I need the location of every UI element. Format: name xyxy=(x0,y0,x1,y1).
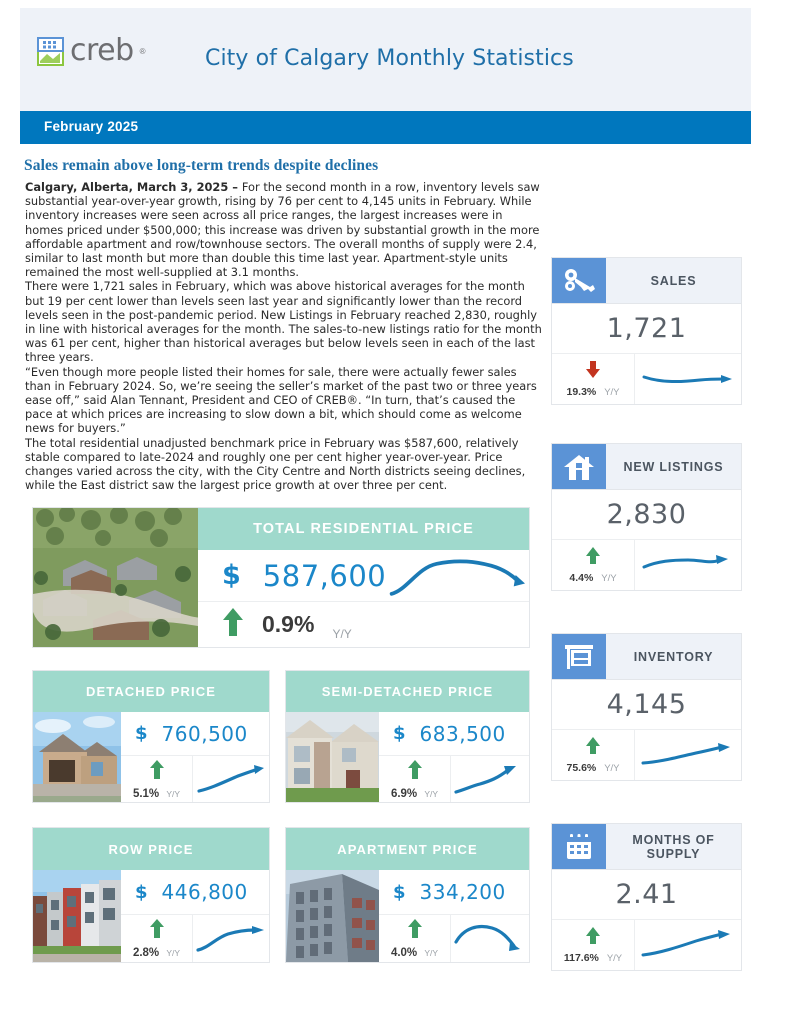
semi-detached-delta-value: 6.9% Y/Y xyxy=(390,787,439,800)
apartment-delta xyxy=(379,915,451,962)
house-icon xyxy=(552,444,606,489)
detached-yy-label: Y/Y xyxy=(166,788,181,799)
total-residential-header xyxy=(198,508,529,550)
page-title: City of Calgary Monthly Statistics xyxy=(205,46,574,71)
total-residential-trend-arrow-icon xyxy=(222,607,244,642)
total-residential-currency: $ xyxy=(222,560,241,591)
article-paragraph-2: There were 1,721 sales in February, which was above historical averages for the month but 19 per cent lower than levels seen last year and significantly lower than the record levels seen in the post-pandemic period. New Listings in February reached 2,830, roughly in line with historical averages for the month. The sales-to-new listings ratio for the month was 61 per cent, higher than historical averages but below levels seen in each of the last three years. xyxy=(25,279,542,365)
apartment-trend-arrow-icon xyxy=(407,918,423,944)
new-listings-sparkline xyxy=(635,540,741,590)
detached-sparkline xyxy=(193,756,269,802)
stat-card-sales xyxy=(551,257,742,405)
panel-row-price xyxy=(32,827,270,963)
new-listings-title: NEW LISTINGS xyxy=(623,459,724,474)
months-of-supply-delta xyxy=(552,920,635,970)
months-of-supply-title: MONTHS OF SUPPLY xyxy=(632,832,715,861)
detached-price-content xyxy=(121,712,269,802)
sales-delta xyxy=(552,354,635,404)
detached-delta-row xyxy=(121,756,269,802)
inventory-title: INVENTORY xyxy=(633,649,714,664)
semi-detached-price-currency: $ xyxy=(393,723,406,744)
row-price-currency: $ xyxy=(135,881,148,903)
detached-house-photo xyxy=(33,712,121,802)
new-listings-bottom xyxy=(552,540,741,590)
article-dateline: Calgary, Alberta, March 3, 2025 – xyxy=(25,180,242,194)
semi-detached-price-body xyxy=(286,712,529,802)
row-delta-value: 2.8% Y/Y xyxy=(132,947,181,959)
detached-price-title: DETACHED PRICE xyxy=(85,684,216,699)
detached-price-header xyxy=(33,671,269,712)
months-of-supply-trend-arrow-icon xyxy=(585,926,601,950)
apartment-delta-value: 4.0% Y/Y xyxy=(390,947,439,959)
row-delta xyxy=(121,915,193,962)
semi-detached-price-value: 683,500 xyxy=(419,721,506,746)
total-residential-delta-value: 0.9% xyxy=(262,611,315,637)
total-residential-title: TOTAL RESIDENTIAL PRICE xyxy=(253,521,474,537)
sales-bottom xyxy=(552,354,741,404)
months-of-supply-bottom xyxy=(552,920,741,970)
semi-detached-delta xyxy=(379,756,451,802)
month-banner-label: February 2025 xyxy=(44,119,139,134)
row-yy-label: Y/Y xyxy=(166,948,181,958)
row-price-title: ROW PRICE xyxy=(108,841,194,857)
calendar-icon xyxy=(552,824,606,869)
apartment-sparkline xyxy=(451,915,529,962)
semi-detached-price-title: SEMI-DETACHED PRICE xyxy=(321,684,494,699)
creb-logo-icon xyxy=(37,37,64,66)
apartment-price-body xyxy=(286,870,529,962)
article-paragraph-1 xyxy=(25,180,543,279)
inventory-delta xyxy=(552,730,635,780)
detached-price-body xyxy=(33,712,269,802)
row-price-content xyxy=(121,870,269,962)
stat-card-months-of-supply xyxy=(551,823,742,971)
row-price-header xyxy=(33,828,269,870)
stat-card-inventory xyxy=(551,633,742,781)
aerial-neighbourhood-photo xyxy=(33,508,198,647)
row-delta-row xyxy=(121,915,269,962)
semi-detached-house-photo xyxy=(286,712,379,802)
detached-price-row xyxy=(121,712,269,756)
inventory-yy-label: Y/Y xyxy=(604,763,620,775)
detached-delta xyxy=(121,756,193,802)
row-price-body xyxy=(33,870,269,962)
apartment-delta-row xyxy=(379,915,529,962)
inventory-trend-arrow-icon xyxy=(585,736,601,760)
apartment-yy-label: Y/Y xyxy=(424,948,439,958)
apartment-price-header xyxy=(286,828,529,870)
row-price-row xyxy=(121,870,269,915)
panel-semi-detached-price xyxy=(285,670,530,803)
stat-card-new-listings xyxy=(551,443,742,591)
new-listings-header xyxy=(552,444,741,490)
month-banner xyxy=(20,111,751,144)
creb-registered-mark: ® xyxy=(139,46,146,56)
total-residential-price-row xyxy=(198,550,529,602)
new-listings-yy-label: Y/Y xyxy=(601,573,617,585)
inventory-header xyxy=(552,634,741,680)
panel-detached-price xyxy=(32,670,270,803)
months-of-supply-delta-value: 117.6% Y/Y xyxy=(563,952,623,965)
detached-delta-value: 5.1% Y/Y xyxy=(132,787,181,800)
article-paragraph-3: “Even though more people listed their homes for sale, there were actually fewer sales than in February 2024. So, we’re seeing the seller’s market of the past two or three years ease off,” said Alan Tennant, President and CEO of CREB®. “In turn, that’s caused the pace at which prices are increasing to slow down a bit, which should come as welcome news for buyers.” xyxy=(25,364,537,436)
masthead xyxy=(20,8,751,111)
semi-detached-delta-row xyxy=(379,756,529,802)
creb-logo-text: creb xyxy=(70,33,134,68)
total-residential-value: 587,600 xyxy=(262,558,387,593)
total-residential-content xyxy=(198,508,529,647)
months-of-supply-value: 2.41 xyxy=(552,870,741,920)
sales-header xyxy=(552,258,741,304)
months-of-supply-sparkline xyxy=(635,920,741,970)
article-body xyxy=(25,180,543,492)
detached-trend-arrow-icon xyxy=(149,759,165,785)
inventory-bottom xyxy=(552,730,741,780)
apartment-price-currency: $ xyxy=(393,881,406,903)
total-residential-yy-label: Y/Y xyxy=(332,627,352,641)
apartment-tower-photo xyxy=(286,870,379,962)
panel-apartment-price xyxy=(285,827,530,963)
row-sparkline xyxy=(193,915,269,962)
panel-total-residential-price xyxy=(32,507,530,648)
article-headline: Sales remain above long-term trends despite declines xyxy=(24,157,379,174)
semi-detached-sparkline xyxy=(451,756,529,802)
apartment-price-content xyxy=(379,870,529,962)
semi-detached-price-row xyxy=(379,712,529,756)
inventory-sparkline xyxy=(635,730,741,780)
sales-yy-label: Y/Y xyxy=(604,387,620,399)
semi-detached-price-content xyxy=(379,712,529,802)
semi-detached-yy-label: Y/Y xyxy=(424,788,439,799)
months-of-supply-header xyxy=(552,824,741,870)
new-listings-delta-value: 4.4% Y/Y xyxy=(569,572,617,585)
apartment-price-value: 334,200 xyxy=(419,880,506,904)
apartment-price-title: APARTMENT PRICE xyxy=(337,841,478,857)
row-townhouse-photo xyxy=(33,870,121,962)
total-residential-delta-row xyxy=(198,602,529,647)
for-sale-sign-icon xyxy=(552,634,606,679)
new-listings-delta xyxy=(552,540,635,590)
semi-detached-price-header xyxy=(286,671,529,712)
keys-icon xyxy=(552,258,606,303)
months-of-supply-yy-label: Y/Y xyxy=(606,953,623,965)
new-listings-trend-arrow-icon xyxy=(585,546,601,570)
article-paragraph-4: The total residential unadjusted benchmark price in February was $587,600, relatively stable compared to late-2024 and roughly one per cent higher year-over-year. Price changes varied across the city, with the City Centre and North districts seeing declines, while the East district saw the largest price growth at over three per cent. xyxy=(25,435,526,493)
sales-sparkline xyxy=(635,354,741,404)
new-listings-value: 2,830 xyxy=(552,490,741,540)
row-trend-arrow-icon xyxy=(149,918,165,944)
total-residential-sparkline xyxy=(386,550,529,602)
detached-price-value: 760,500 xyxy=(161,721,248,746)
sales-value: 1,721 xyxy=(552,304,741,354)
total-residential-delta xyxy=(198,602,352,647)
sales-title: SALES xyxy=(650,273,697,288)
sales-trend-arrow-icon xyxy=(585,360,601,384)
creb-logo xyxy=(37,33,146,68)
apartment-price-row xyxy=(379,870,529,915)
inventory-value: 4,145 xyxy=(552,680,741,730)
inventory-delta-value: 75.6% Y/Y xyxy=(566,762,620,775)
sales-delta-value: 19.3% Y/Y xyxy=(566,386,620,399)
detached-price-currency: $ xyxy=(135,723,148,744)
row-price-value: 446,800 xyxy=(161,880,248,904)
article-paragraph-1-text: For the second month in a row, inventory levels saw substantial year-over-year growth, rising by 76 per cent to 4,145 units in February. While inventory increases were seen across all price ranges, the largest increases were in homes priced under $500,000; this increase was driven by substantial growth in the more affordable apartment and row/townhouse sectors. The overall months of supply were 2.4, similar to last month but more than double this time last year. Apartment-style units remained the most well-supplied at 3.1 months. xyxy=(25,180,540,280)
semi-detached-trend-arrow-icon xyxy=(407,759,423,785)
